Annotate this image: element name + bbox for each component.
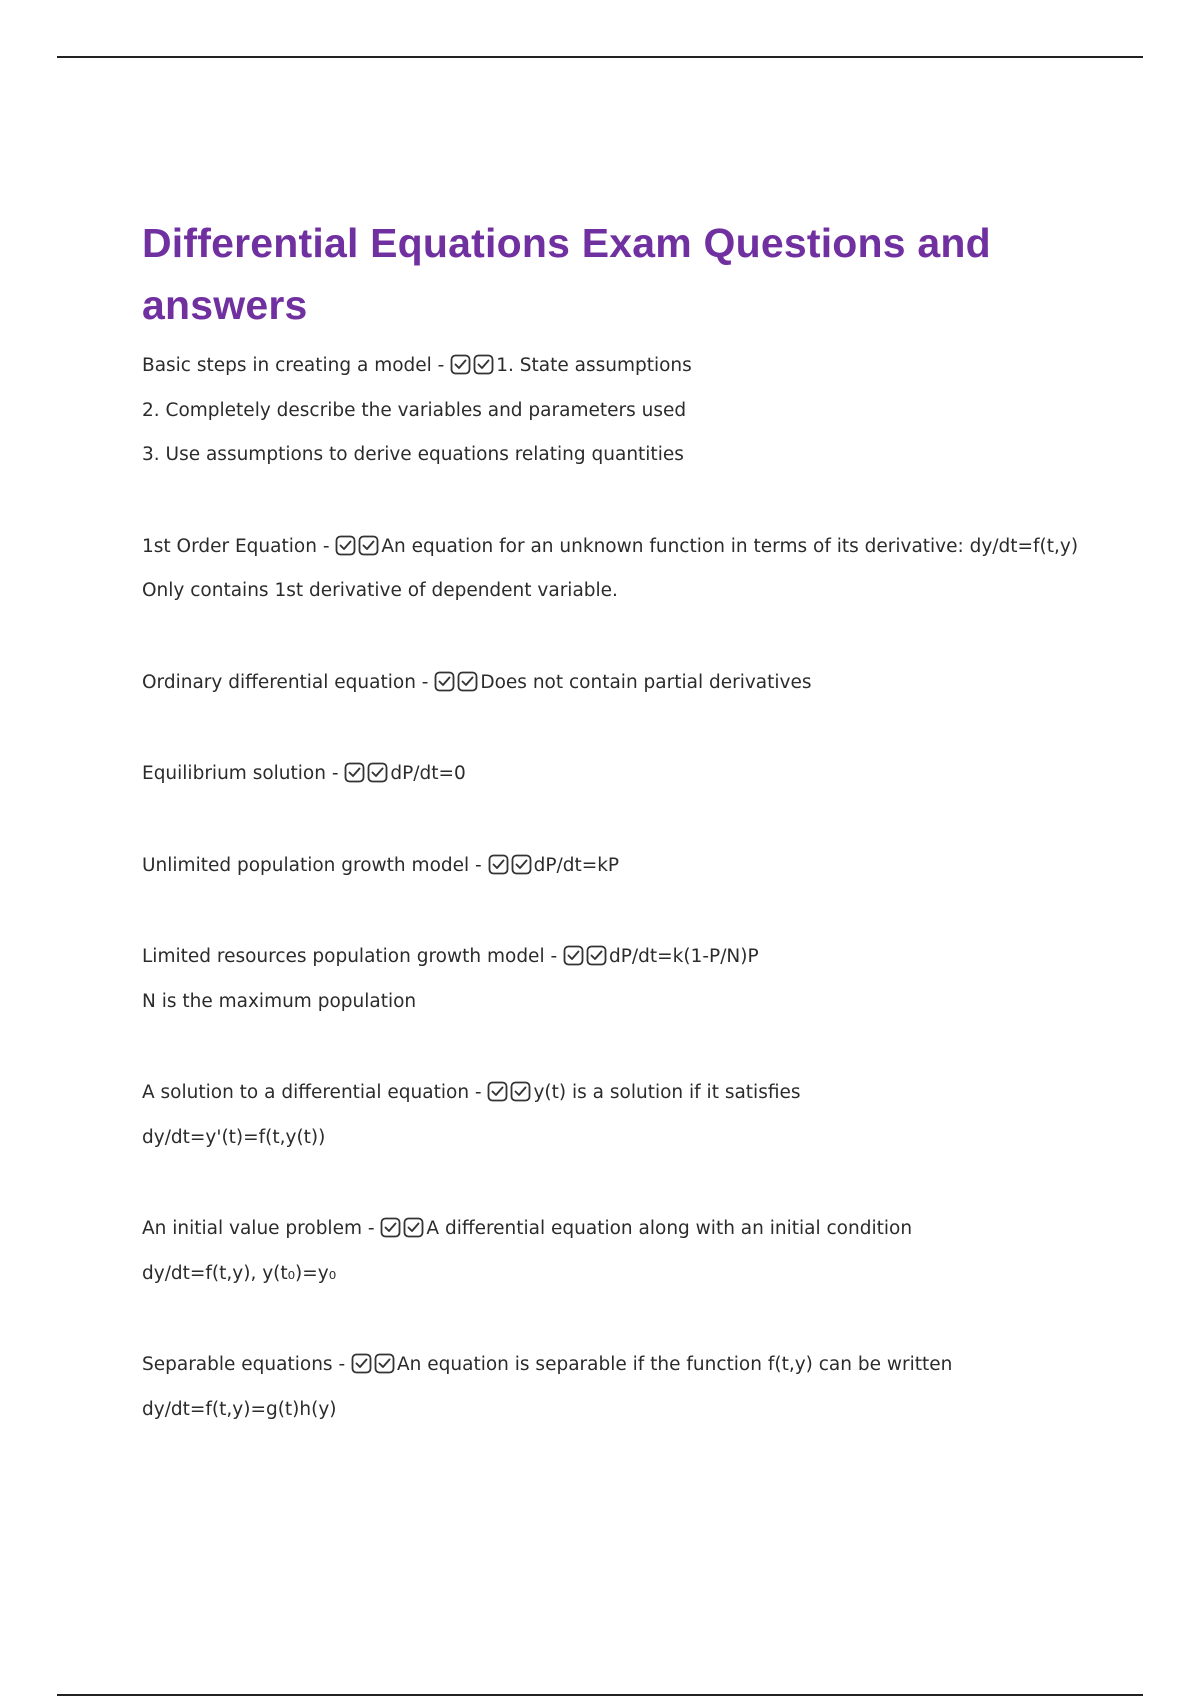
qa-question-line xyxy=(142,661,1142,706)
qa-item xyxy=(142,525,1142,614)
qa-question-line xyxy=(142,935,1142,980)
qa-answer: Does not contain partial derivatives xyxy=(480,671,812,693)
qa-separator: - xyxy=(469,854,488,876)
qa-item xyxy=(142,752,1142,797)
qa-term: 1st Order Equation xyxy=(142,535,317,557)
qa-item xyxy=(142,661,1142,706)
header-rule xyxy=(57,56,1143,58)
qa-list xyxy=(142,344,1142,1432)
qa-answer-continuation: N is the maximum population xyxy=(142,990,417,1012)
qa-answer: An equation is separable if the function f(t,y) can be written xyxy=(397,1354,953,1375)
qa-answer-continuation: Only contains 1st derivative of dependent variable. xyxy=(142,580,618,601)
checkbox-checked-icon xyxy=(487,1081,508,1102)
checkbox-checked-icon xyxy=(374,1353,395,1374)
checkbox-checked-icon xyxy=(367,762,388,783)
qa-answer: 1. State assumptions xyxy=(496,355,692,376)
qa-item xyxy=(142,344,1142,478)
qa-item xyxy=(142,1207,1142,1296)
qa-question-line xyxy=(142,1343,1142,1388)
qa-item xyxy=(142,1071,1142,1160)
qa-term: Limited resources population growth model xyxy=(142,946,545,967)
qa-separator: - xyxy=(469,1082,488,1103)
qa-question-line xyxy=(142,844,1142,889)
qa-term: Separable equations xyxy=(142,1354,333,1375)
qa-answer: dP/dt=kP xyxy=(533,854,620,876)
qa-answer: dP/dt=0 xyxy=(390,763,466,784)
qa-separator: - xyxy=(415,671,435,693)
checkbox-checked-icon xyxy=(380,1217,401,1238)
qa-question-line xyxy=(142,344,1142,389)
qa-question-line xyxy=(142,1207,1142,1252)
qa-answer-continuation: dy/dt=f(t,y), y(t₀)=y₀ xyxy=(142,1262,337,1284)
checkbox-checked-icon xyxy=(510,1081,531,1102)
checkbox-checked-icon xyxy=(457,671,478,692)
qa-separator: - xyxy=(316,535,336,557)
document-body xyxy=(142,212,1142,1432)
qa-question-line xyxy=(142,1071,1142,1116)
qa-answer-continuation: 2. Completely describe the variables and parameters used xyxy=(142,399,687,421)
qa-answer: A differential equation along with an initial condition xyxy=(426,1218,913,1239)
document-title: Differential Equations Exam Questions and answers xyxy=(142,220,991,328)
checkbox-checked-icon xyxy=(586,945,607,966)
qa-term: Ordinary differential equation xyxy=(142,671,416,693)
qa-term: Unlimited population growth model xyxy=(142,854,470,876)
checkbox-checked-icon xyxy=(335,535,356,556)
qa-answer-continuation: 3. Use assumptions to derive equations relating quantities xyxy=(142,444,684,465)
checkbox-checked-icon xyxy=(473,354,494,375)
qa-separator: - xyxy=(361,1218,381,1239)
qa-term: Basic steps in creating a model xyxy=(142,355,432,376)
qa-answer: y(t) is a solution if it satisfies xyxy=(533,1082,801,1103)
checkbox-checked-icon xyxy=(488,854,509,875)
qa-question-line xyxy=(142,525,1142,570)
qa-term: A solution to a differential equation xyxy=(142,1082,470,1103)
qa-item xyxy=(142,1343,1142,1432)
qa-question-line xyxy=(142,752,1142,797)
footer-rule xyxy=(57,1694,1143,1696)
checkbox-checked-icon xyxy=(563,945,584,966)
qa-item xyxy=(142,935,1142,1024)
qa-answer-continuation: dy/dt=y'(t)=f(t,y(t)) xyxy=(142,1126,326,1148)
qa-item xyxy=(142,844,1142,889)
checkbox-checked-icon xyxy=(511,854,532,875)
qa-separator: - xyxy=(332,1354,351,1375)
checkbox-checked-icon xyxy=(403,1217,424,1238)
qa-term: An initial value problem xyxy=(142,1218,362,1239)
checkbox-checked-icon xyxy=(358,535,379,556)
qa-answer-continuation: dy/dt=f(t,y)=g(t)h(y) xyxy=(142,1398,337,1420)
checkbox-checked-icon xyxy=(351,1353,372,1374)
qa-separator: - xyxy=(431,355,451,376)
qa-answer: An equation for an unknown function in terms of its derivative: dy/dt=f(t,y) xyxy=(381,535,1079,557)
checkbox-checked-icon xyxy=(344,762,365,783)
qa-answer: dP/dt=k(1-P/N)P xyxy=(609,946,759,967)
checkbox-checked-icon xyxy=(434,671,455,692)
qa-separator: - xyxy=(325,763,345,784)
qa-separator: - xyxy=(544,946,564,967)
qa-term: Equilibrium solution xyxy=(142,763,326,784)
checkbox-checked-icon xyxy=(450,354,471,375)
